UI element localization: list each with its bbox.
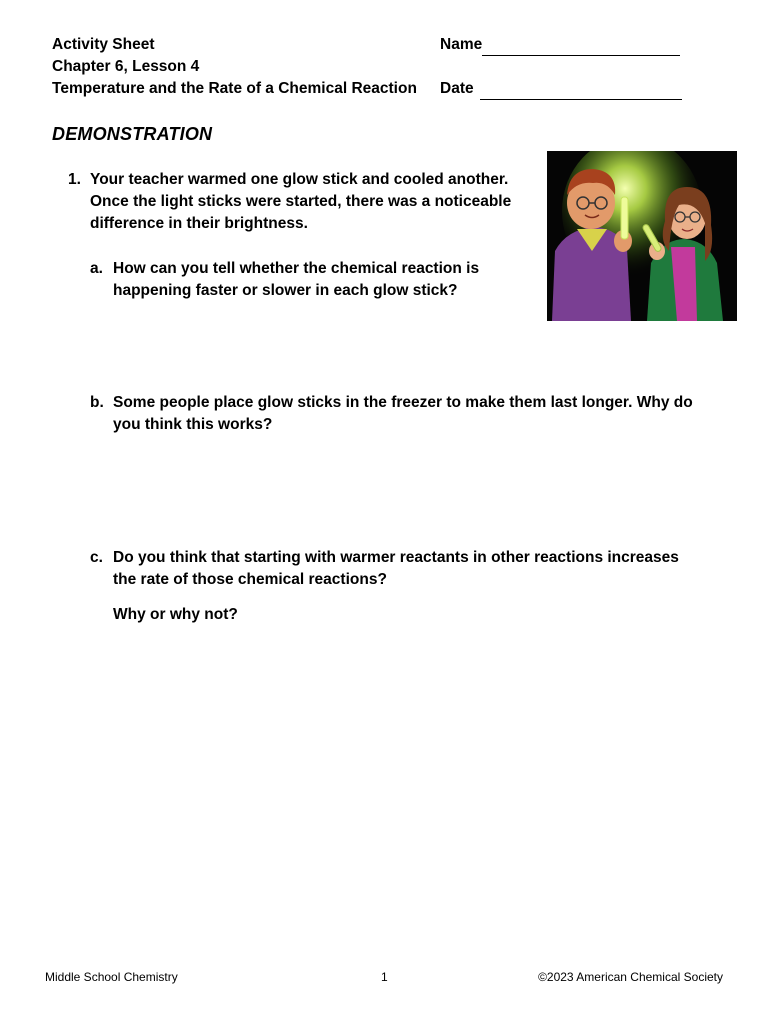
part-text-line: the rate of those chemical reactions? [113, 571, 387, 588]
question-number: 1. [68, 171, 81, 188]
part-letter: a. [90, 260, 103, 277]
question-part-a [90, 258, 510, 302]
section-title: DEMONSTRATION [52, 124, 213, 144]
question-part-b [90, 392, 710, 436]
date-field-row [440, 78, 682, 100]
part-followup: Why or why not? [113, 606, 238, 623]
part-text-line: Do you think that starting with warmer reactants in other reactions increases [113, 549, 679, 566]
header-title: Activity Sheet [52, 36, 155, 53]
date-label: Date [440, 80, 474, 97]
part-letter: c. [90, 549, 103, 566]
name-field-row [440, 34, 682, 56]
header-right [440, 34, 682, 100]
footer-left: Middle School Chemistry [45, 970, 178, 984]
question-text-line: difference in their brightness. [90, 215, 308, 232]
header-chapter: Chapter 6, Lesson 4 [52, 58, 200, 75]
part-text-line: happening faster or slower in each glow stick? [113, 282, 458, 299]
header-left [52, 34, 417, 100]
question-1 [68, 169, 528, 235]
question-text-line: Once the light sticks were started, there was a noticeable [90, 193, 512, 210]
date-blank-line[interactable] [480, 83, 682, 100]
part-text-line: you think this works? [113, 416, 273, 433]
name-label: Name [440, 36, 483, 53]
footer-page-number: 1 [381, 970, 388, 984]
footer-copyright: ©2023 American Chemical Society [538, 970, 723, 984]
part-letter: b. [90, 394, 104, 411]
part-text-line: How can you tell whether the chemical reaction is [113, 260, 480, 277]
part-text-line: Some people place glow sticks in the freezer to make them last longer. Why do [113, 394, 693, 411]
header-lesson-title: Temperature and the Rate of a Chemical Reaction [52, 80, 417, 97]
question-text-line: Your teacher warmed one glow stick and cooled another. [90, 171, 509, 188]
question-part-c [90, 547, 710, 626]
glow-stick-illustration [547, 151, 737, 321]
glow-stick-illustration-art [547, 151, 737, 321]
name-blank-line[interactable] [482, 39, 680, 56]
